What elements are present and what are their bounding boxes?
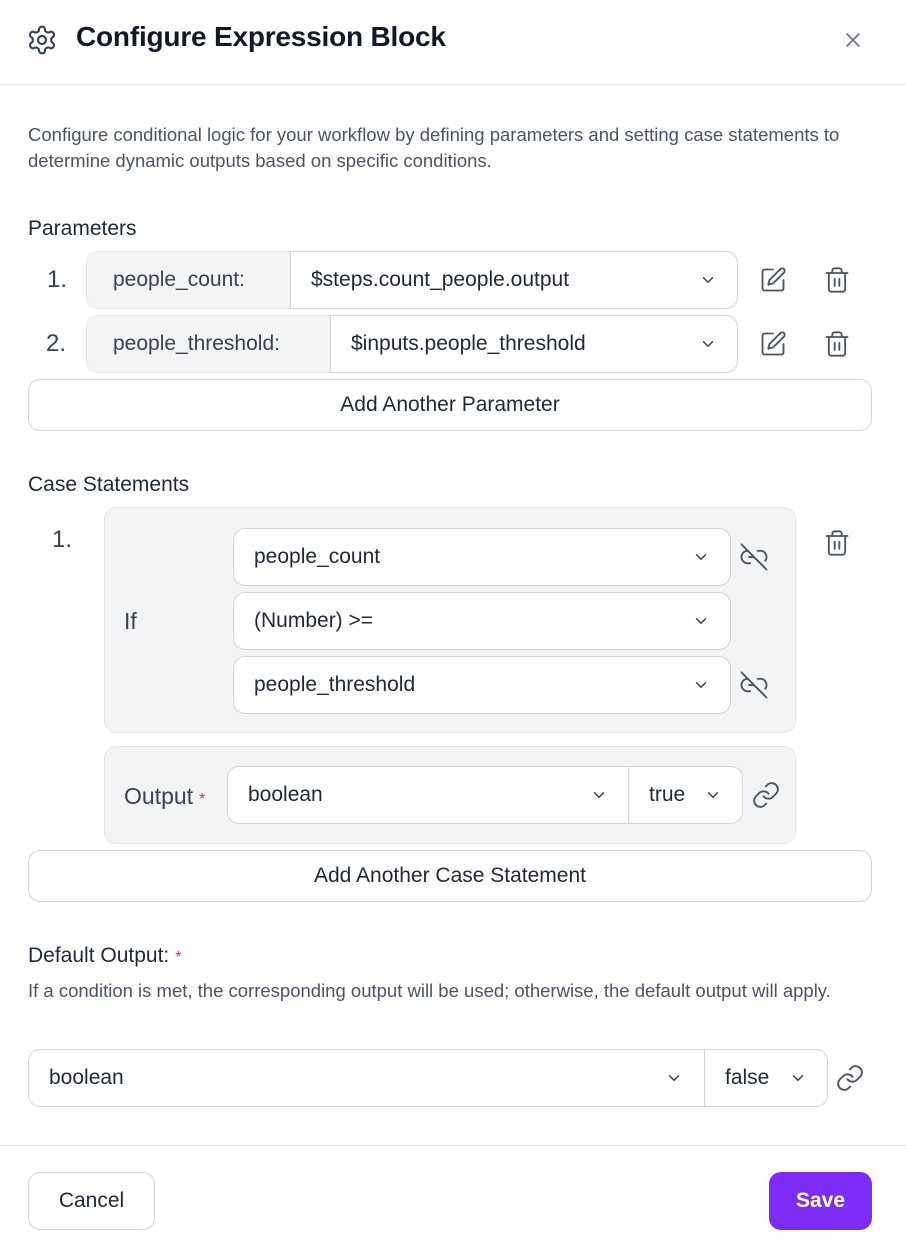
parameter-value: $steps.count_people.output	[311, 268, 570, 291]
output-value: true	[649, 783, 686, 806]
parameter-name: people_count:	[86, 251, 291, 309]
default-output-type-select[interactable]	[28, 1049, 705, 1107]
dialog-title: Configure Expression Block	[76, 21, 446, 52]
default-output-heading: Default Output: *	[28, 944, 182, 967]
chevron-down-icon	[692, 676, 710, 694]
operator-select[interactable]	[233, 592, 731, 650]
unlink-icon[interactable]	[737, 670, 771, 700]
case-condition-panel	[104, 507, 796, 733]
left-operand-select[interactable]	[233, 528, 731, 586]
chevron-down-icon	[704, 786, 722, 804]
edit-icon[interactable]	[759, 330, 787, 358]
parameters-heading: Parameters	[28, 217, 137, 240]
default-output-type-value: boolean	[49, 1066, 124, 1089]
trash-icon[interactable]	[823, 266, 851, 294]
trash-icon[interactable]	[823, 330, 851, 358]
edit-icon[interactable]	[759, 266, 787, 294]
trash-icon[interactable]	[823, 529, 851, 557]
chevron-down-icon	[590, 786, 608, 804]
gear-icon	[26, 24, 58, 56]
dialog-description: Configure conditional logic for your workflow by defining parameters and setting case statements to determine dynamic outputs based on specific conditions.	[28, 124, 840, 171]
default-output-value-select[interactable]	[704, 1049, 828, 1107]
parameter-row	[86, 315, 738, 373]
parameter-value-select[interactable]	[290, 251, 738, 309]
parameter-value: $inputs.people_threshold	[351, 332, 586, 355]
if-label: If	[124, 608, 137, 634]
unlink-icon[interactable]	[737, 542, 771, 572]
cancel-button[interactable]: Cancel	[28, 1172, 155, 1230]
default-output-value: false	[725, 1066, 770, 1089]
parameter-number: 2.	[46, 330, 67, 357]
default-output-help: If a condition is met, the corresponding output will be used; otherwise, the default output will apply.	[28, 980, 831, 1001]
chevron-down-icon	[699, 335, 717, 353]
output-value-select[interactable]	[628, 766, 743, 824]
required-mark: *	[175, 949, 182, 966]
dialog-header	[0, 0, 906, 85]
case-number: 1.	[52, 526, 73, 553]
chevron-down-icon	[699, 271, 717, 289]
link-icon[interactable]	[833, 1063, 867, 1093]
chevron-down-icon	[665, 1069, 683, 1087]
operator-value: (Number) >=	[254, 609, 374, 632]
chevron-down-icon	[692, 548, 710, 566]
chevron-down-icon	[692, 612, 710, 630]
parameter-name: people_threshold:	[86, 315, 331, 373]
parameter-number: 1.	[47, 266, 68, 293]
dialog-footer	[0, 1145, 906, 1246]
parameter-value-select[interactable]	[330, 315, 738, 373]
close-icon[interactable]	[841, 28, 865, 52]
right-operand-value: people_threshold	[254, 673, 416, 696]
add-parameter-button[interactable]: Add Another Parameter	[28, 379, 872, 431]
output-type-value: boolean	[248, 783, 323, 806]
chevron-down-icon	[789, 1069, 807, 1087]
output-type-select[interactable]	[227, 766, 629, 824]
save-button[interactable]: Save	[769, 1172, 872, 1230]
required-mark: *	[199, 791, 206, 808]
right-operand-select[interactable]	[233, 656, 731, 714]
add-case-statement-button[interactable]: Add Another Case Statement	[28, 850, 872, 902]
output-label: Output *	[124, 783, 206, 809]
case-statements-heading: Case Statements	[28, 473, 190, 496]
left-operand-value: people_count	[254, 545, 381, 568]
link-icon[interactable]	[749, 780, 783, 810]
parameter-row	[86, 251, 738, 309]
case-output-panel	[104, 746, 796, 844]
